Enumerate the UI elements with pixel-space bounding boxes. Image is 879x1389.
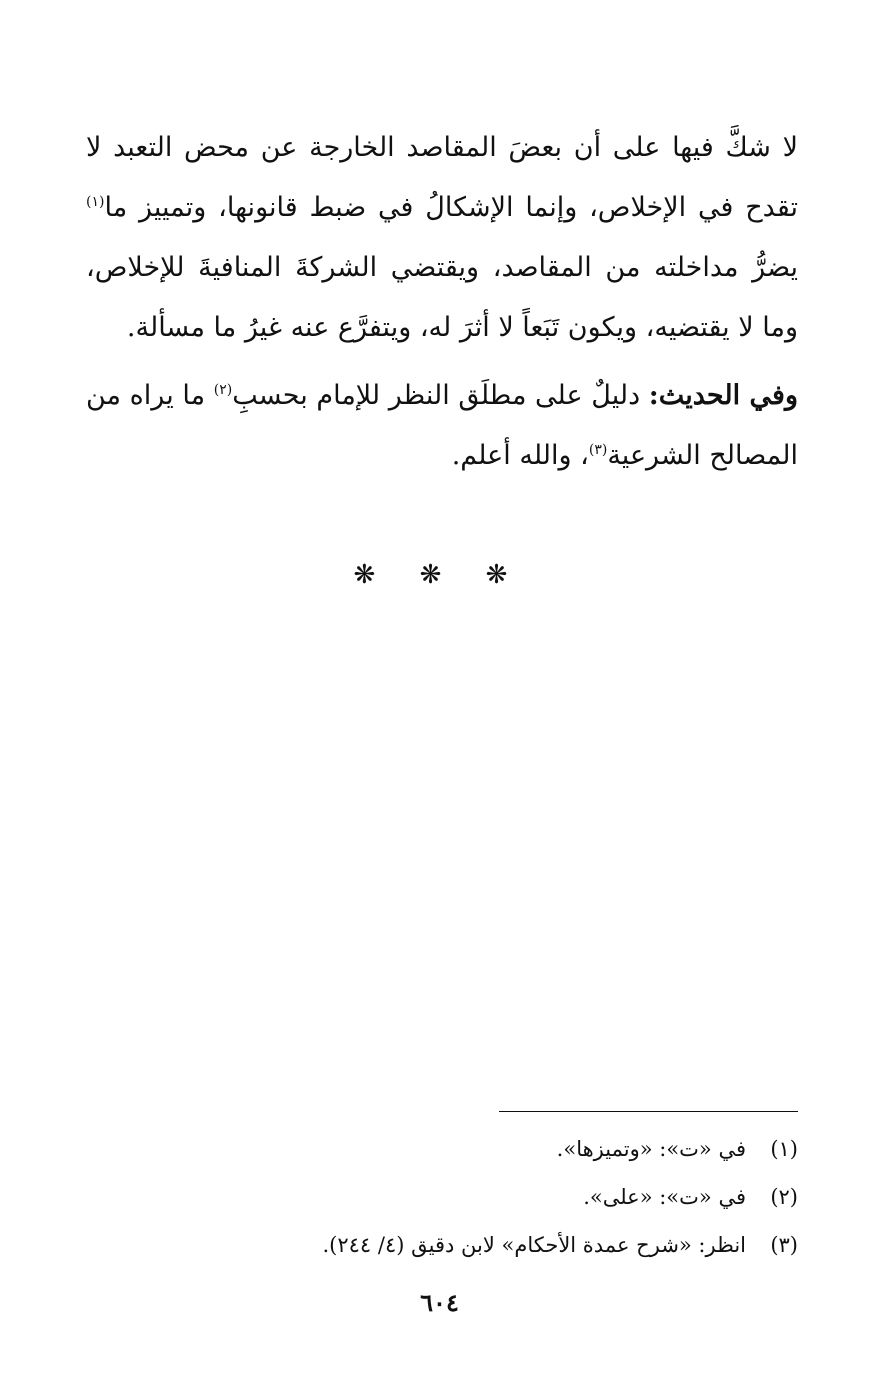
footnote-divider bbox=[499, 1111, 798, 1112]
footnote-text-3: انظر: «شرح عمدة الأحكام» لابن دقيق (٤/ ٢٤٤). bbox=[322, 1233, 746, 1257]
footnote-ref-3[interactable]: (٣) bbox=[588, 442, 608, 458]
paragraph-1-text: لا شكَّ فيها على أن بعضَ المقاصد الخارجة عن محض التعبد لا تقدح في الإخلاص، وإنما الإشكالُ في ضبط قانونها، وتمييز ما bbox=[86, 132, 798, 223]
footnote-text-1: في «ت»: «وتميزها». bbox=[556, 1137, 746, 1161]
section-separator-stars: ❋ ❋ ❋ bbox=[353, 560, 526, 590]
footnote-number-1: (١) bbox=[770, 1137, 798, 1161]
footnote-number-3: (٣) bbox=[770, 1233, 798, 1257]
footnote-ref-2[interactable]: (٢) bbox=[213, 382, 233, 398]
footnote-item-2 bbox=[86, 1173, 798, 1221]
footnote-number-2: (٢) bbox=[770, 1185, 798, 1209]
footnote-item-1 bbox=[86, 1125, 798, 1173]
main-text bbox=[86, 118, 798, 486]
paragraph-2 bbox=[86, 366, 798, 486]
paragraph-2-text-b: ما يراه من المصالح الشرعية bbox=[86, 380, 798, 471]
paragraph-1 bbox=[86, 118, 798, 358]
paragraph-2-lead: وفي الحديث: bbox=[648, 380, 798, 411]
footnote-item-3 bbox=[86, 1221, 798, 1269]
footnotes-list bbox=[86, 1125, 798, 1269]
footnote-text-2: في «ت»: «على». bbox=[583, 1185, 746, 1209]
page-number: ٦٠٤ bbox=[420, 1288, 459, 1317]
paragraph-1-continuation: يضرُّ مداخلته من المقاصد، ويقتضي الشركةَ المنافيةَ للإخلاص، وما لا يقتضيه، ويكون تَبَعاً لا أثرَ له، ويتفرَّع عنه غيرُ ما مسألة. bbox=[86, 252, 798, 343]
footnote-ref-1[interactable]: (١) bbox=[86, 194, 105, 210]
paragraph-2-text-a: دليلٌ على مطلَق النظر للإمام بحسبِ bbox=[232, 380, 649, 411]
paragraph-2-text-c: ، والله أعلم. bbox=[451, 440, 589, 471]
